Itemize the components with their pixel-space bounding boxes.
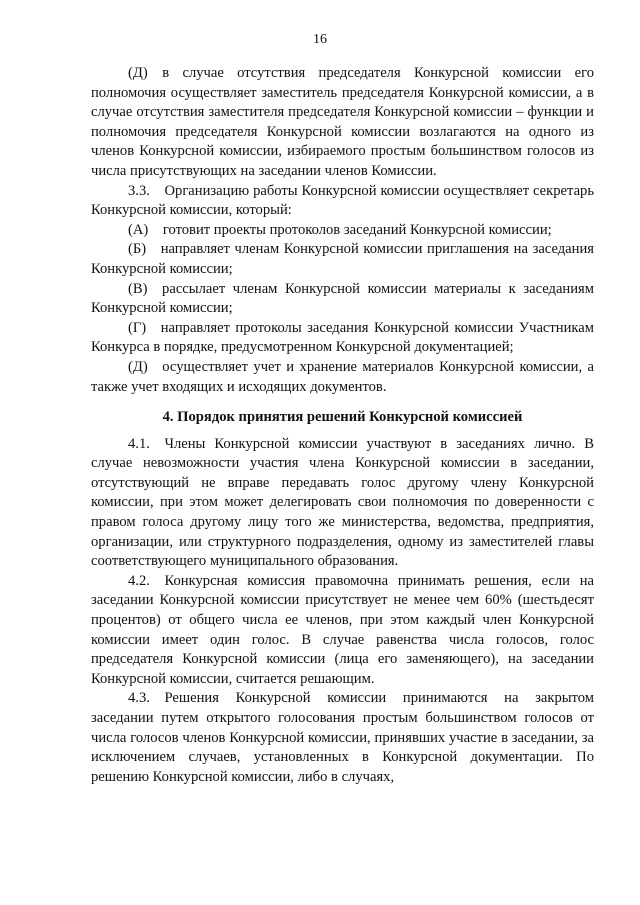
- clause-d-chair-absence: (Д) в случае отсутствия председателя Конкурсной комиссии его полномочия осуществляет заместитель председателя Конкурсной комиссии, а в случае отсутствия заместителя председателя Конкурсной комиссии – функции и полномочия председателя Конкурсной комиссии возлагаются на одного из членов Конкурсной комиссии, избираемого простым большинством голосов из числа присутствующих на заседании членов Комиссии.: [91, 65, 594, 179]
- clause-3-3-g: (Г) направляет протоколы заседания Конкурсной комиссии Участникам Конкурса в порядке, предусмотренном Конкурсной документацией;: [91, 319, 594, 356]
- clause-4-1: 4.1. Члены Конкурсной комиссии участвуют в заседаниях лично. В случае невозможности участия члена Конкурсной комиссии в заседании, отсутствующий не вправе передавать голос другому члену Конкурсной комиссии, при этом может делегировать свои полномочия по доверенности с правом голоса другому лицу того же министерства, ведомства, предприятия, организации, или структурного подразделения, одному из заместителей главы соответствующего муниципального образования.: [91, 435, 594, 570]
- clause-4-3: 4.3. Решения Конкурсной комиссии принимаются на закрытом заседании путем открытого голосования простым большинством голосов от числа голосов членов Конкурсной комиссии, принявших участие в заседании, за исключением случаев, установленных в Конкурсной документации. По решению Конкурсной комиссии, либо в случаях,: [91, 690, 594, 785]
- clause-3-3-secretary: 3.3. Организацию работы Конкурсной комиссии осуществляет секретарь Конкурсной комиссии, который:: [91, 182, 594, 219]
- section-heading: 4. Порядок принятия решений Конкурсной комиссией: [162, 409, 523, 426]
- clause-3-3-d: (Д) осуществляет учет и хранение материалов Конкурсной комиссии, а также учет входящих и исходящих документов.: [91, 358, 594, 395]
- clause-3-3-b: (Б) направляет членам Конкурсной комиссии приглашения на заседания Конкурсной комиссии;: [91, 241, 594, 277]
- page-number: 16: [313, 32, 327, 47]
- clause-4-2: 4.2. Конкурсная комиссия правомочна принимать решения, если на заседании Конкурсной комиссии присутствует не менее чем 60% (шестьдесят процентов) от общего числа ее членов, при этом каждый член Конкурсной комиссии имеет один голос. В случае равенства числа голосов, голос председателя Конкурсной комиссии (лица его заменяющего), на заседании Конкурсной комиссии, считается решающим.: [91, 572, 594, 687]
- clause-3-3-a: (А) готовит проекты протоколов заседаний Конкурсной комиссии;: [128, 221, 552, 238]
- clause-3-3-v: (В) рассылает членам Конкурсной комиссии материалы к заседаниям Конкурсной комиссии;: [91, 280, 594, 317]
- document-body: [91, 64, 594, 787]
